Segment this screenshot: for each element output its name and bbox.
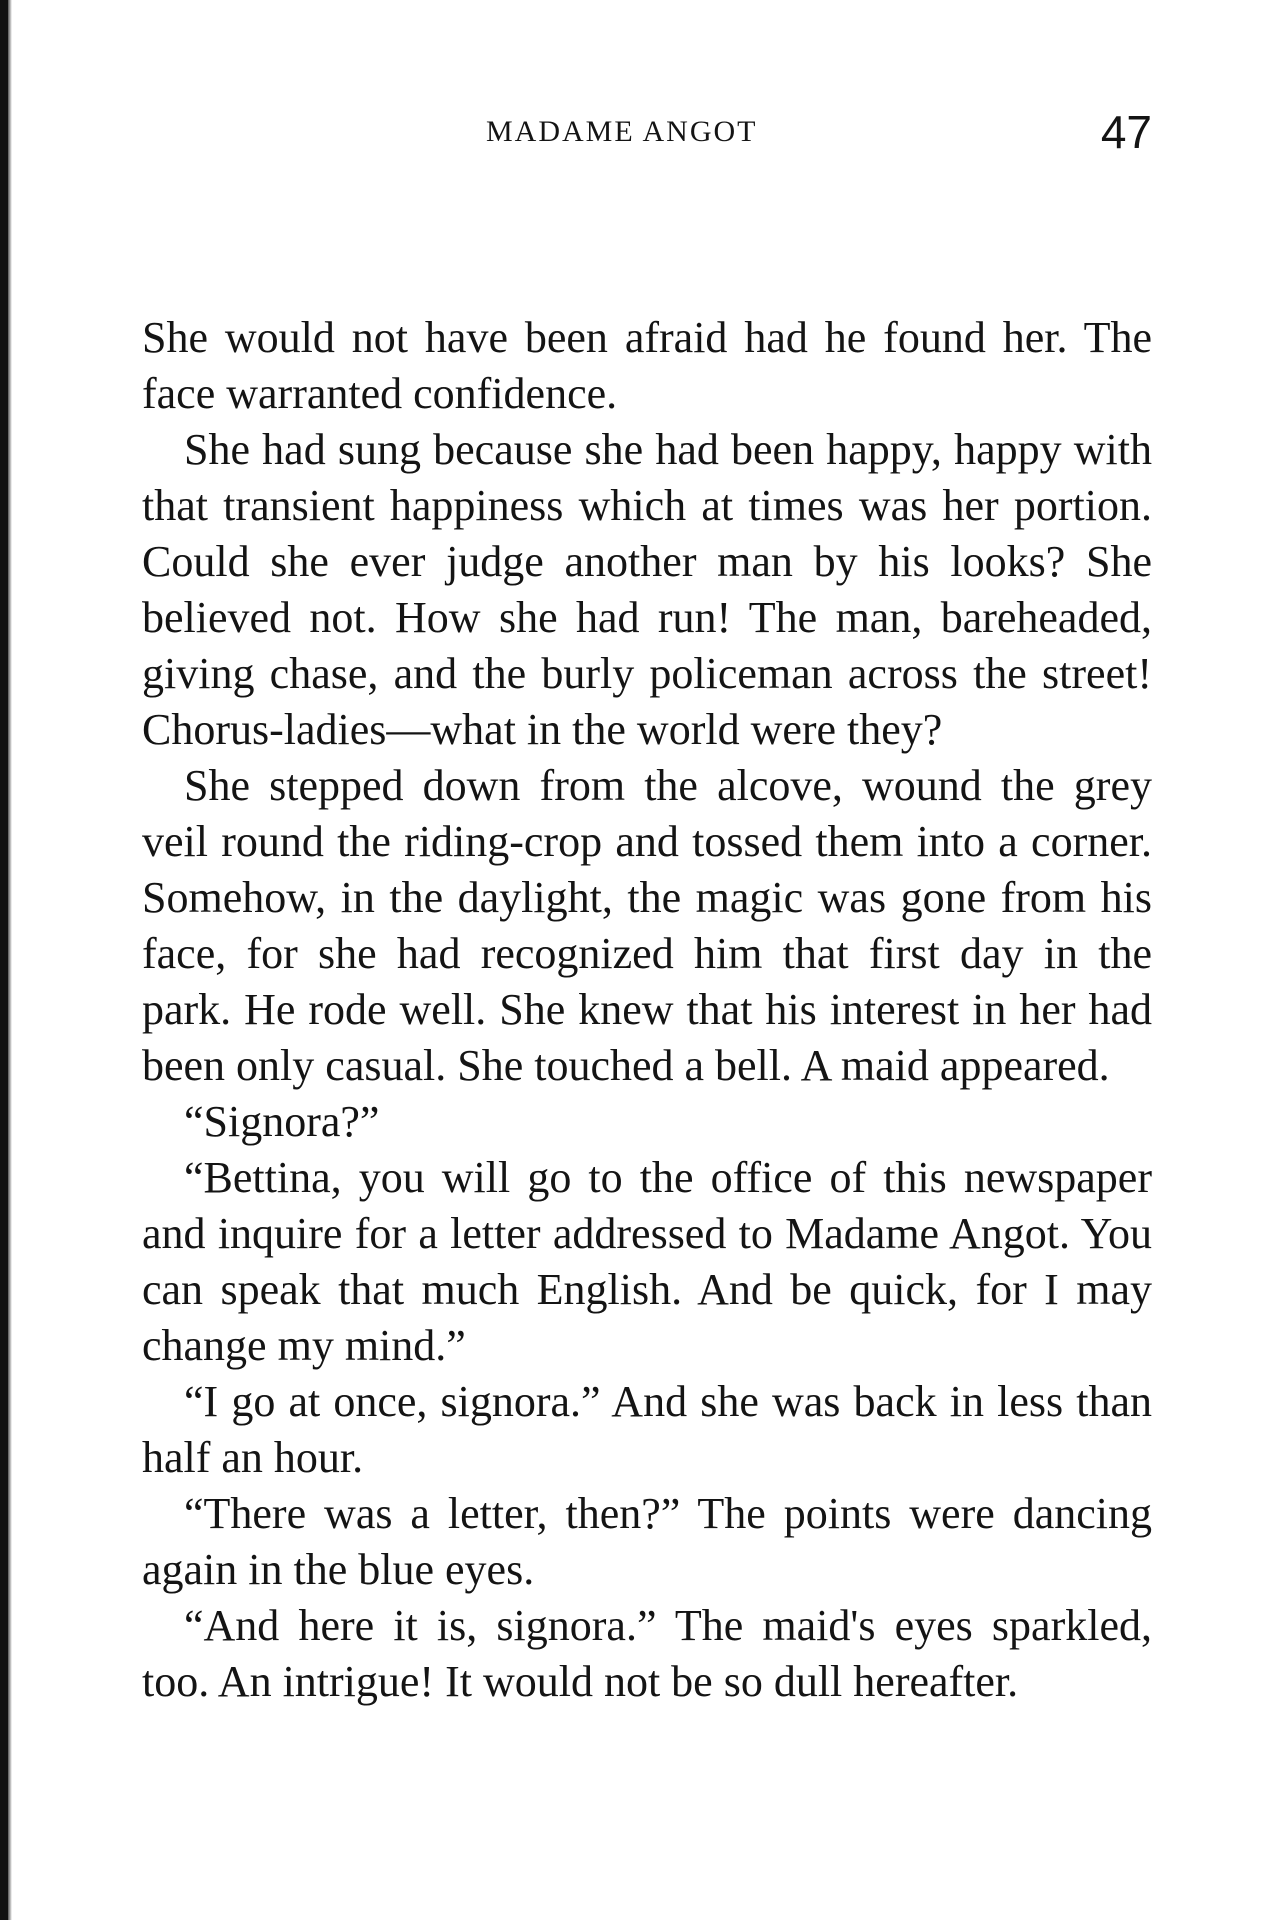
paragraph-1: She would not have been afraid had he found her. The face warranted confidence. xyxy=(142,313,1152,418)
scan-edge-shadow xyxy=(8,0,12,1920)
paragraph-2: She had sung because she had been happy, happy with that transient happiness which at times was her portion. Could she ever judge another man by his looks? She believed not. How she had run! The man, bareheaded, giving chase, and the burly policeman across the street! Chorus-ladies—what in the world were they? xyxy=(142,425,1152,754)
page-number: 47 xyxy=(1100,106,1152,158)
running-head xyxy=(142,108,1152,178)
paragraph-6: “I go at once, signora.” And she was back in less than half an hour. xyxy=(142,1377,1152,1482)
paragraph-5: “Bettina, you will go to the office of this newspaper and inquire for a letter addressed to Madame Angot. You can speak that much English. And be quick, for I may change my mind.” xyxy=(142,1153,1152,1370)
body-text xyxy=(142,310,1152,1710)
paragraph-8: “And here it is, signora.” The maid's eyes sparkled, too. An intrigue! It would not be so dull hereafter. xyxy=(142,1601,1152,1706)
paragraph-7: “There was a letter, then?” The points were dancing again in the blue eyes. xyxy=(142,1489,1152,1594)
paragraph-3: She stepped down from the alcove, wound the grey veil round the riding-crop and tossed them into a corner. Somehow, in the daylight, the magic was gone from his face, for she had recognized him that first day in the park. He rode well. She knew that his interest in her had been only casual. She touched a bell. A maid appeared. xyxy=(142,761,1152,1090)
book-page xyxy=(142,108,1152,1710)
scan-edge xyxy=(0,0,8,1920)
paragraph-4: “Signora?” xyxy=(184,1097,380,1146)
running-title: MADAME ANGOT xyxy=(486,115,758,148)
